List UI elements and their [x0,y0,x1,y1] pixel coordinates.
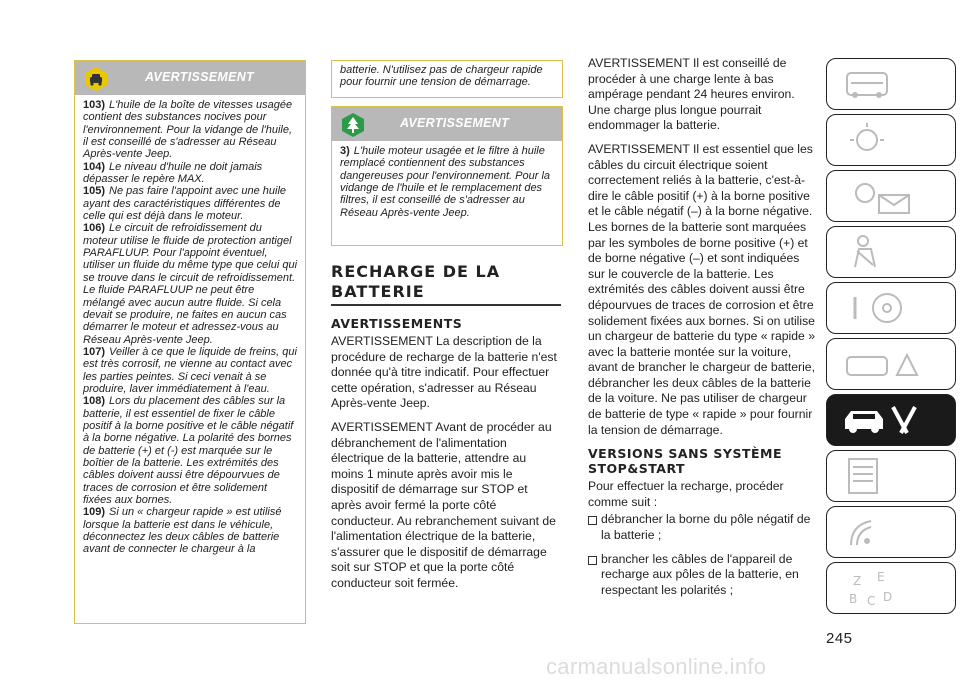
warning-text: Le niveau d'huile ne doit jamais dépasser le repère MAX. [83,160,263,186]
warning-item [83,99,298,161]
svg-text:E: E [877,570,885,584]
column-2-text [331,262,561,600]
paragraph: AVERTISSEMENT Il est conseillé de procéder à une charge lente à bas ampérage pendant 24 heures environ. Une charge plus longue pourrait endommager la batterie. [588,56,795,133]
tab-safety[interactable] [826,226,956,278]
paragraph: AVERTISSEMENT Il est essentiel que les câbles du circuit électrique soient correctement reliés à la batterie, c'est-à-dire le câble positif (+) à la borne positive et le câble négatif (–) à la borne négative. Les bornes de la batterie sont marquées par les symboles de borne positive (+) et de borne négative (–) et sont indiquées sur le couvercle de la batterie. Les extrémités des câbles doivent aussi être dépourvues de traces de corrosion et être solidement fixées aux bornes. Si on utilise un chargeur de batterie du type « rapide » avec la batterie montée sur la voiture, avant de brancher le chargeur de batterie, débrancher les deux câbles de la batterie de la voiture. Ne pas utiliser de chargeur de batterie de type « rapide » pour fournir la tension de démarrage. [588,141,815,437]
warning-text: L'huile de la boîte de vitesses usagée contient des substances nocives pour l'environnement. Pour la vidange de l'huile, il est conseillé de s'adresser au Réseau Après-vente Jeep. [83,99,293,161]
warning-header [75,61,305,95]
section-title: RECHARGE DE LA BATTERIE [331,262,561,306]
warning-item [83,506,298,555]
tab-maintenance[interactable] [826,394,956,446]
tab-driving[interactable] [826,282,956,334]
warning-box-2 [331,106,563,246]
paragraph: AVERTISSEMENT La description de la procédure de recharge de la batterie n'est donnée qu'à titre indicatif. Pour effectuer cette opération, s'adresser au Réseau Après-vente Jeep. [331,334,557,411]
warning-item [83,222,298,345]
warning-item [83,161,298,186]
warning-number: 106) [83,222,106,235]
tab-index[interactable] [826,562,956,614]
warning-text: Le circuit de refroidissement du moteur utilise le fluide de protection antigel PARAFLUUP. Pour l'appoint éventuel, utiliser un fluide du même type que celui qui se trouve dans le circuit de refroidissement. Le fluide PARAFLUUP ne peut être mélangé avec aucun autre fluide. Si cela devait se produire, ne faites en aucun cas démarrer le moteur et adressez-vous au Réseau Après-vente Jeep. [83,222,298,346]
tab-specifications[interactable] [826,450,956,502]
warning-number: 3) [340,145,350,157]
warning-text: Veiller à ce que le liquide de freins, qui est très corrosif, ne vienne au contact avec les parties peintes. Si ceci venait à se produire, laver immédiatement à l'eau. [83,345,297,395]
warning-number: 107) [83,345,106,358]
warning-title: AVERTISSEMENT [145,70,255,84]
car-wrench-icon [827,395,955,445]
page-number: 245 [826,630,853,647]
car-warning-icon [827,339,955,389]
tab-warnings[interactable] [826,170,956,222]
light-icon [827,115,955,165]
dashboard-car-icon [827,59,955,109]
paragraph: AVERTISSEMENT Avant de procéder au débranchement de l'alimentation électrique de la batterie, attendre au moins 1 minute après avoir mis le dispositif de démarrage sur STOP et après avoir fermé la porte côté conducteur. Au rebranchement suivant de l'alimentation électrique de la batterie, s'assurer que le dispositif de démarrage soit sur STOP et que la porte côté conducteur soit fermée. [331,419,556,590]
warning-item [83,346,298,395]
svg-text:C: C [867,594,876,608]
subheading-avertissements: AVERTISSEMENTS [331,316,463,331]
warning-text: Si un « chargeur rapide » est utilisé lorsque la batterie est dans le véhicule, déconnectez les deux câbles de batterie avant de connecter le chargeur à la [83,506,282,556]
column-3-text [588,56,818,606]
svg-text:Z: Z [853,574,862,588]
warning-item [83,185,298,222]
seatbelt-icon [827,227,955,277]
warning-number: 103) [83,99,106,111]
warning-number: 104) [83,160,106,173]
warning-body [332,141,562,223]
warning-continued-text: batterie. N'utilisez pas de chargeur rapide pour fournir une tension de démarrage. [340,64,543,89]
list-item: brancher les câbles de l'appareil de recharge aux pôles de la batterie, en respectant les polarités ; [588,552,818,599]
warning-number: 108) [83,395,106,408]
warning-number: 109) [83,506,106,519]
warning-box-1-continued [331,60,563,98]
svg-text:D: D [883,590,893,604]
signal-icon [827,507,955,557]
paragraph: Pour effectuer la recharge, procéder comme suit : [588,479,784,509]
document-list-icon [827,451,955,501]
warning-box-1 [74,60,306,624]
warning-body [75,95,305,560]
environment-icon [340,112,366,138]
tab-dashboard[interactable] [826,58,956,110]
svg-text:B: B [849,592,858,606]
warning-item [83,395,298,506]
watermark: carmanualsonline.info [546,654,767,679]
warning-title: AVERTISSEMENT [400,116,510,130]
tab-multimedia[interactable] [826,506,956,558]
subheading-stop-start: VERSIONS SANS SYSTÈME STOP&START [588,446,783,477]
sun-envelope-icon [827,171,955,221]
tab-lights[interactable] [826,114,956,166]
warning-text: Lors du placement des câbles sur la batterie, il est essentiel de fixer le câble positif à la borne positive et le câble négatif à la borne négative. La polarité des bornes de batterie (+) et (-) est marquée sur le boîtier de la batterie. Les extrémités des câbles doivent aussi être dépourvues de traces de corrosion et être solidement fixées aux bornes. [83,395,294,506]
warning-text: L'huile moteur usagée et le filtre à huile remplacé contiennent des substances dangereuses pour l'environnement. Pour la vidange de l'huile et le remplacement des filtres, il est conseillé de s'adresser au Réseau Après-vente Jeep. [340,145,551,219]
warning-header [332,107,562,141]
warning-number: 105) [83,185,106,198]
alphabet-index-icon [827,563,955,613]
tab-emergency[interactable] [826,338,956,390]
warning-text: Ne pas faire l'appoint avec une huile ayant des caractéristiques différentes de celle qui est déjà dans le moteur. [83,185,287,223]
car-hazard-icon [83,66,109,92]
list-item: débrancher la borne du pôle négatif de la batterie ; [588,512,818,543]
steering-wheel-icon [827,283,955,333]
